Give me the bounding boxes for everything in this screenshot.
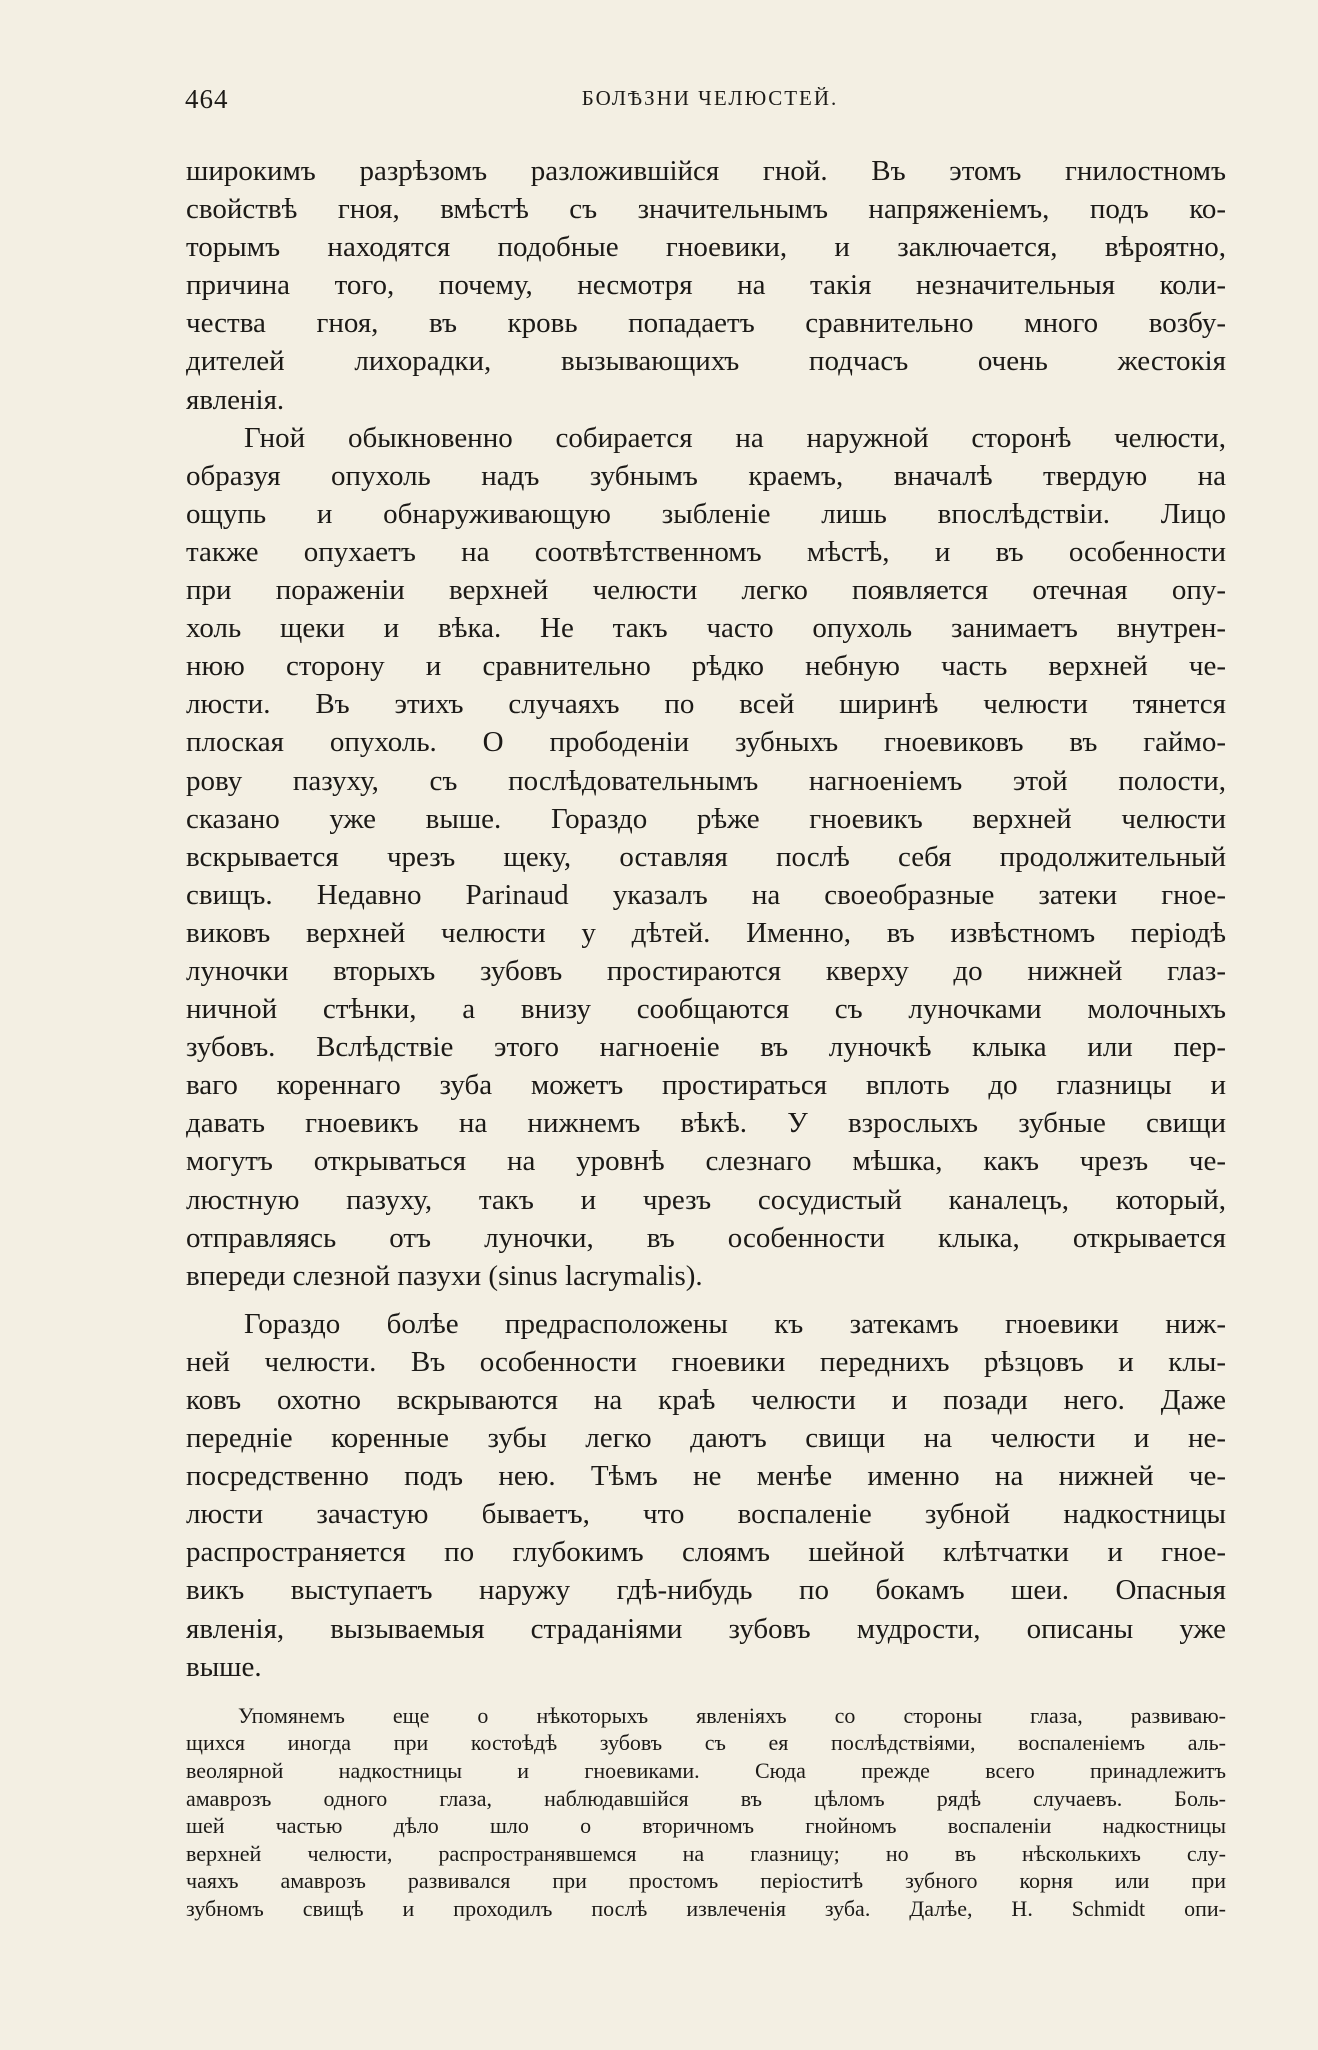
text-line: торымъ находятся подобные гноевики, и заключается, вѣроятно,: [186, 231, 1226, 264]
text-line: вскрывается чрезъ щеку, оставляя послѣ себя продолжительный: [186, 840, 1226, 873]
paragraph-1: [186, 152, 1226, 419]
text-line: люстную пазуху, такъ и чрезъ сосудистый каналецъ, который,: [186, 1183, 1226, 1216]
footnote-line: шей частью дѣло шло о вторичномъ гнойномъ воспаленіи надкостницы: [186, 1813, 1226, 1839]
text-line: широкимъ разрѣзомъ разложившійся гной. Въ этомъ гнилостномъ: [186, 155, 1226, 187]
text-line: люсти. Въ этихъ случаяхъ по всей ширинѣ челюсти тянется: [186, 688, 1226, 721]
text-line: ощупь и обнаруживающую зыбленіе лишь впослѣдствіи. Лицо: [186, 497, 1226, 530]
text-line: нюю сторону и сравнительно рѣдко небную часть верхней че-: [186, 650, 1226, 683]
text-line: зубовъ. Вслѣдствіе этого нагноеніе въ луночкѣ клыка или пер-: [186, 1031, 1226, 1064]
text-line: холь щеки и вѣка. Не такъ часто опухоль занимаетъ внутрен-: [186, 612, 1226, 645]
text-line: явленія, вызываемыя страданіями зубовъ мудрости, описаны уже: [186, 1612, 1226, 1645]
paragraph-gap: [186, 1295, 1226, 1305]
text-line: могутъ открываться на уровнѣ слезнаго мѣшка, какъ чрезъ че-: [186, 1145, 1226, 1178]
footnote-line: Упомянемъ еще о нѣкоторыхъ явленіяхъ со стороны глаза, развиваю-: [238, 1702, 1226, 1728]
text-line: образуя опухоль надъ зубнымъ краемъ, вначалѣ твердую на: [186, 459, 1226, 492]
footnote-line: веолярной надкостницы и гноевиками. Сюда прежде всего принадлежитъ: [186, 1757, 1226, 1783]
text-line: посредственно подъ нею. Тѣмъ не менѣе именно на нижней че-: [186, 1460, 1226, 1493]
text-line: ничной стѣнки, а внизу сообщаются съ луночками молочныхъ: [186, 993, 1226, 1026]
text-line: свищъ. Недавно Parinaud указалъ на своеобразные затеки гное-: [186, 878, 1226, 911]
footnote-line: амаврозъ одного глаза, наблюдавшійся въ цѣломъ рядѣ случаевъ. Боль-: [186, 1785, 1226, 1811]
footnote-line: верхней челюсти, распространявшемся на глазницу; но въ нѣсколькихъ слу-: [186, 1840, 1226, 1866]
running-head: БОЛѢЗНИ ЧЕЛЮСТЕЙ.: [581, 86, 839, 110]
text-line: плоская опухоль. О прободеніи зубныхъ гноевиковъ въ гаймо-: [186, 726, 1226, 759]
text-line: ковъ охотно вскрываются на краѣ челюсти и позади него. Даже: [186, 1384, 1226, 1416]
text-line: ваго кореннаго зуба можетъ простираться вплоть до глазницы и: [186, 1069, 1226, 1102]
text-line: сказано уже выше. Гораздо рѣже гноевикъ верхней челюсти: [186, 802, 1226, 835]
text-line: чества гноя, въ кровь попадаетъ сравнительно много возбу-: [186, 307, 1226, 340]
paragraph-2: [186, 419, 1226, 1295]
footnote-gap: [186, 1686, 1226, 1702]
text-line: свойствѣ гноя, вмѣстѣ съ значительнымъ напряженіемъ, подъ ко-: [186, 193, 1226, 226]
footnote-line: зубномъ свищѣ и проходилъ послѣ извлеченія зуба. Далѣе, H. Schmidt опи-: [186, 1895, 1226, 1921]
text-line: передніе коренные зубы легко даютъ свищи на челюсти и не-: [186, 1422, 1226, 1455]
footnote-line: чаяхъ амаврозъ развивался при простомъ періоститѣ зубного корня или при: [186, 1868, 1226, 1894]
text-line: люсти зачастую бываетъ, что воспаленіе зубной надкостницы: [186, 1498, 1226, 1531]
text-line: дителей лихорадки, вызывающихъ подчасъ очень жестокія: [186, 345, 1226, 378]
page-header: [185, 84, 1235, 114]
text-line: отправляясь отъ луночки, въ особенности клыка, открывается: [186, 1221, 1226, 1254]
paragraph-3: [186, 1305, 1226, 1686]
text-line: выше.: [186, 1650, 262, 1683]
text-line: ней челюсти. Въ особенности гноевики переднихъ рѣзцовъ и клы-: [186, 1345, 1226, 1378]
text-line: виковъ верхней челюсти у дѣтей. Именно, въ извѣстномъ періодѣ: [186, 916, 1226, 949]
text-line: давать гноевикъ на нижнемъ вѣкѣ. У взрослыхъ зубные свищи: [186, 1107, 1226, 1140]
text-line: при пораженіи верхней челюсти легко появляется отечная опу-: [186, 574, 1226, 607]
footnote-line: щихся иногда при костоѣдѣ зубовъ съ ея послѣдствіями, воспаленіемъ аль-: [186, 1730, 1226, 1756]
body-text: [186, 152, 1226, 1923]
text-line: Гной обыкновенно собирается на наружной сторонѣ челюсти,: [244, 421, 1226, 454]
text-line: рову пазуху, съ послѣдовательнымъ нагноеніемъ этой полости,: [186, 764, 1226, 797]
text-line: распространяется по глубокимъ слоямъ шейной клѣтчатки и гное-: [186, 1536, 1226, 1569]
page-number: 464: [185, 84, 229, 114]
text-line: впереди слезной пазухи (sinus lacrymalis).: [186, 1259, 703, 1292]
text-line: причина того, почему, несмотря на такія незначительныя коли-: [186, 269, 1226, 302]
text-line: викъ выступаетъ наружу гдѣ-нибудь по бокамъ шеи. Опасныя: [186, 1574, 1226, 1607]
text-line: явленія.: [186, 383, 285, 416]
footnote: [186, 1702, 1226, 1923]
text-line: Гораздо болѣе предрасположены къ затекамъ гноевики ниж-: [244, 1307, 1226, 1340]
text-line: луночки вторыхъ зубовъ простираются кверху до нижней глаз-: [186, 954, 1226, 987]
text-line: также опухаетъ на соотвѣтственномъ мѣстѣ, и въ особенности: [186, 535, 1226, 568]
